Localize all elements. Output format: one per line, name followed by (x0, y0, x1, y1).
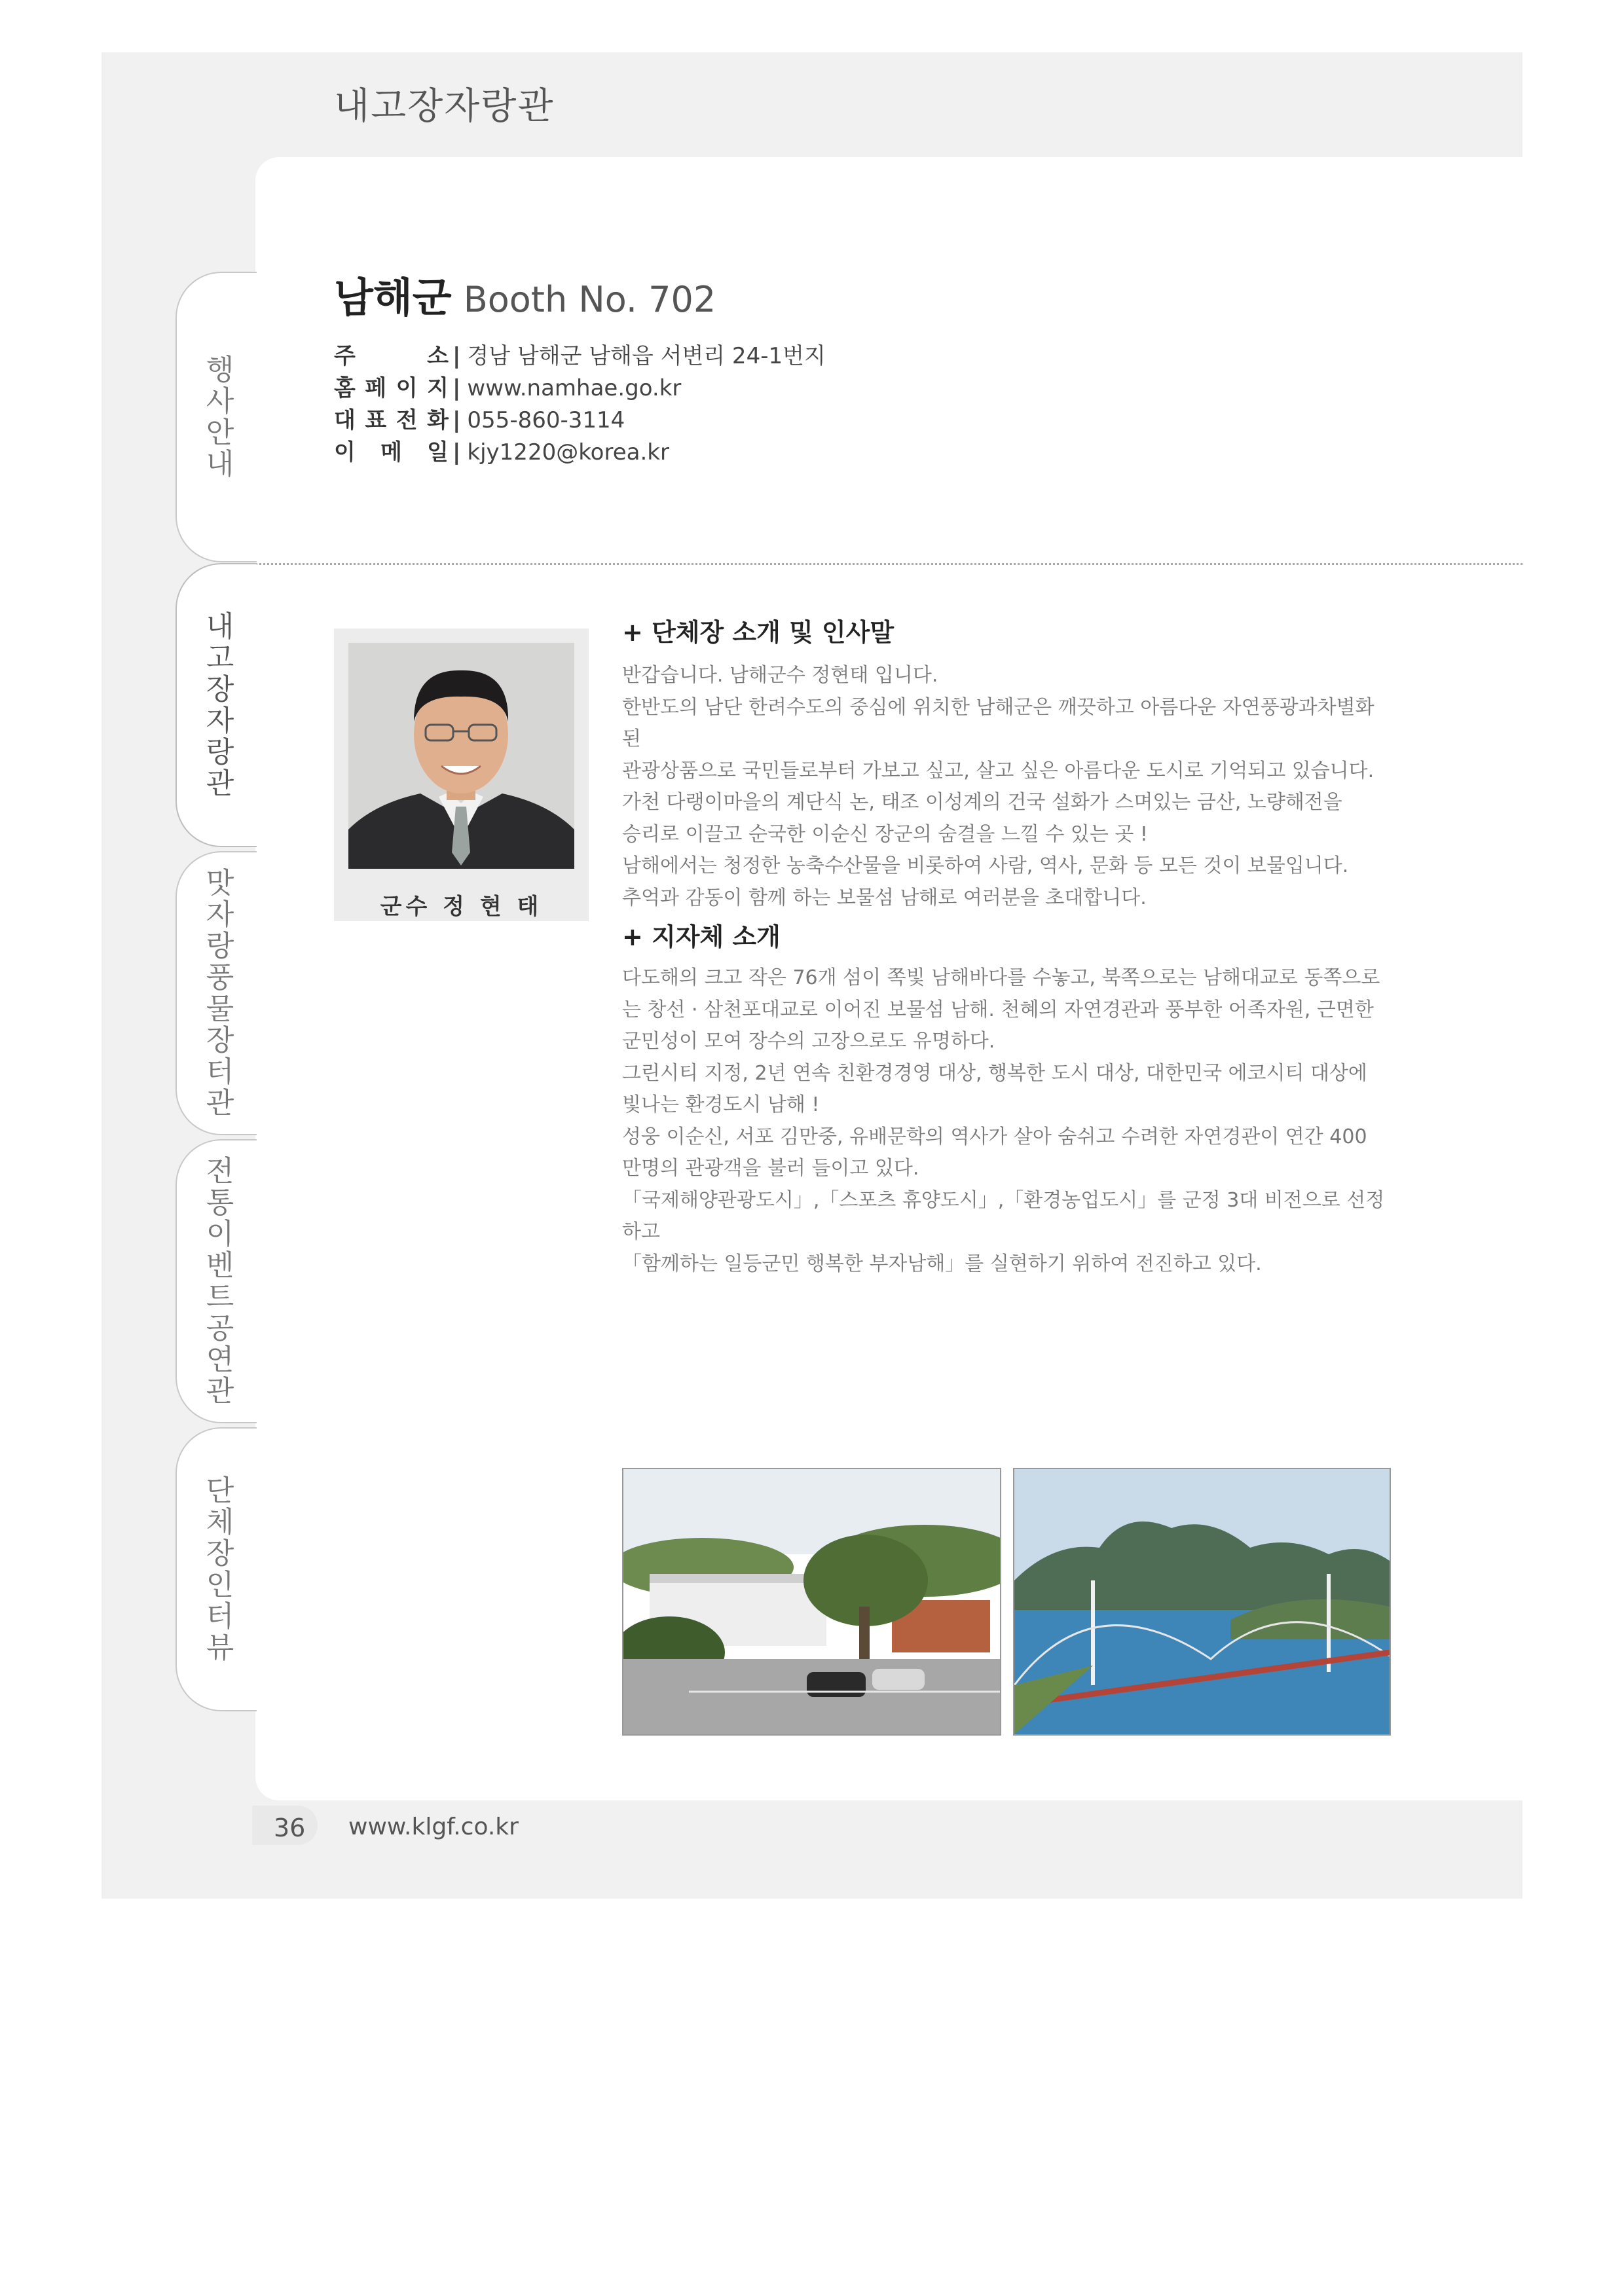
tab-head-interview[interactable] (175, 1427, 257, 1711)
info-address: 주 소 | 경남 남해군 남해읍 서변리 24-1번지 (334, 340, 826, 373)
tab-food-market[interactable] (175, 851, 257, 1135)
text-line: 승리로 이끌고 순국한 이순신 장군의 숨결을 느낄 수 있는 곳 ! (622, 822, 1148, 846)
text-line: 그린시티 지정, 2년 연속 친환경경영 대상, 행복한 도시 대상, 대한민국 에코시티 대상에 (622, 1061, 1367, 1085)
tab-local-pride[interactable] (175, 563, 257, 847)
portrait-caption: 군수 정 현 태 (380, 894, 543, 920)
info-key: 홈 페 이 지 (334, 375, 449, 401)
page-number: 36 (274, 1813, 306, 1842)
text-line: 반갑습니다. 남해군수 정현태 입니다. (622, 664, 938, 687)
org-info (334, 340, 826, 469)
portrait-photo (348, 643, 574, 869)
text-line: 남해에서는 청정한 농축수산물을 비롯하여 사람, 역사, 문화 등 모든 것이 보물입니다. (622, 854, 1349, 877)
region-text (622, 962, 1392, 1280)
dotted-divider (255, 563, 1522, 565)
tab-label: 단체장인터뷰 (200, 1475, 234, 1664)
homepage-link[interactable]: www.namhae.go.kr (467, 375, 682, 401)
info-key: 이 메 일 (334, 439, 449, 465)
info-key: 주 소 (334, 343, 449, 369)
portrait-card (334, 629, 589, 921)
email-link[interactable]: kjy1220@korea.kr (467, 439, 669, 465)
county-office-photo (622, 1468, 1001, 1736)
text-line: 는 창선 · 삼천포대교로 이어진 보물섬 남해. 천혜의 자연경관과 풍부한 어족자원, 근면한 (622, 998, 1374, 1021)
text-line: 만명의 관광객을 불러 들이고 있다. (622, 1157, 919, 1180)
phone-value: 055-860-3114 (467, 407, 625, 433)
booth-number: Booth No. 702 (463, 279, 716, 320)
bridge-photo-icon (1014, 1469, 1390, 1734)
text-line: 추억과 감동이 함께 하는 보물섬 남해로 여러분을 초대합니다. (622, 886, 1147, 909)
bridge-photo (1013, 1468, 1391, 1736)
tab-label: 전통이벤트공연관 (200, 1156, 234, 1407)
tab-label: 내고장자랑관 (200, 611, 234, 799)
tab-label: 행사안내 (200, 354, 234, 480)
building-photo-icon (623, 1469, 1000, 1734)
tab-label: 맛자랑풍물장터관 (200, 867, 234, 1119)
text-line: 군민성이 모여 장수의 고장으로도 유명하다. (622, 1030, 995, 1053)
text-line: 한반도의 남단 한려수도의 중심에 위치한 남해군은 깨끗하고 아름다운 자연풍광과차별화된 (622, 695, 1375, 750)
info-key: 대 표 전 화 (334, 407, 449, 433)
text-line: 가천 다랭이마을의 계단식 논, 태조 이성계의 건국 설화가 스며있는 금산, 노량해전을 (622, 791, 1342, 814)
address-value: 경남 남해군 남해읍 서변리 24-1번지 (467, 343, 826, 369)
region-heading: + 지자체 소개 (622, 922, 781, 951)
org-title (334, 265, 716, 323)
person-portrait-icon (348, 643, 574, 869)
text-line: 관광상품으로 국민들로부터 가보고 싶고, 살고 싶은 아름다운 도시로 기억되고 있습니다. (622, 759, 1375, 782)
tab-traditional-events[interactable] (175, 1139, 257, 1423)
text-line: 「함께하는 일등군민 행복한 부자남해」를 실현하기 위하여 전진하고 있다. (622, 1252, 1262, 1275)
info-email: 이 메 일 | kjy1220@korea.kr (334, 437, 826, 469)
text-line: 다도해의 크고 작은 76개 섬이 쪽빛 남해바다를 수놓고, 북쪽으로는 남해대교로 동쪽으로 (622, 966, 1380, 989)
intro-text (622, 660, 1392, 914)
footer-url[interactable]: www.klgf.co.kr (348, 1813, 519, 1840)
info-phone: 대 표 전 화 | 055-860-3114 (334, 405, 826, 437)
text-line: 성웅 이순신, 서포 김만중, 유배문학의 역사가 살아 숨쉬고 수려한 자연경관이 연간 400 (622, 1125, 1367, 1148)
org-name: 남해군 (334, 274, 452, 321)
info-homepage: 홈 페 이 지 | www.namhae.go.kr (334, 373, 826, 405)
section-title: 내고장자랑관 (334, 85, 555, 128)
text-line: 빛나는 환경도시 남해 ! (622, 1093, 820, 1116)
tab-event-info[interactable] (175, 272, 257, 562)
text-line: 「국제해양관광도시」,「스포츠 휴양도시」,「환경농업도시」를 군정 3대 비전으로 선정하고 (622, 1188, 1385, 1243)
intro-heading: + 단체장 소개 및 인사말 (622, 618, 895, 647)
